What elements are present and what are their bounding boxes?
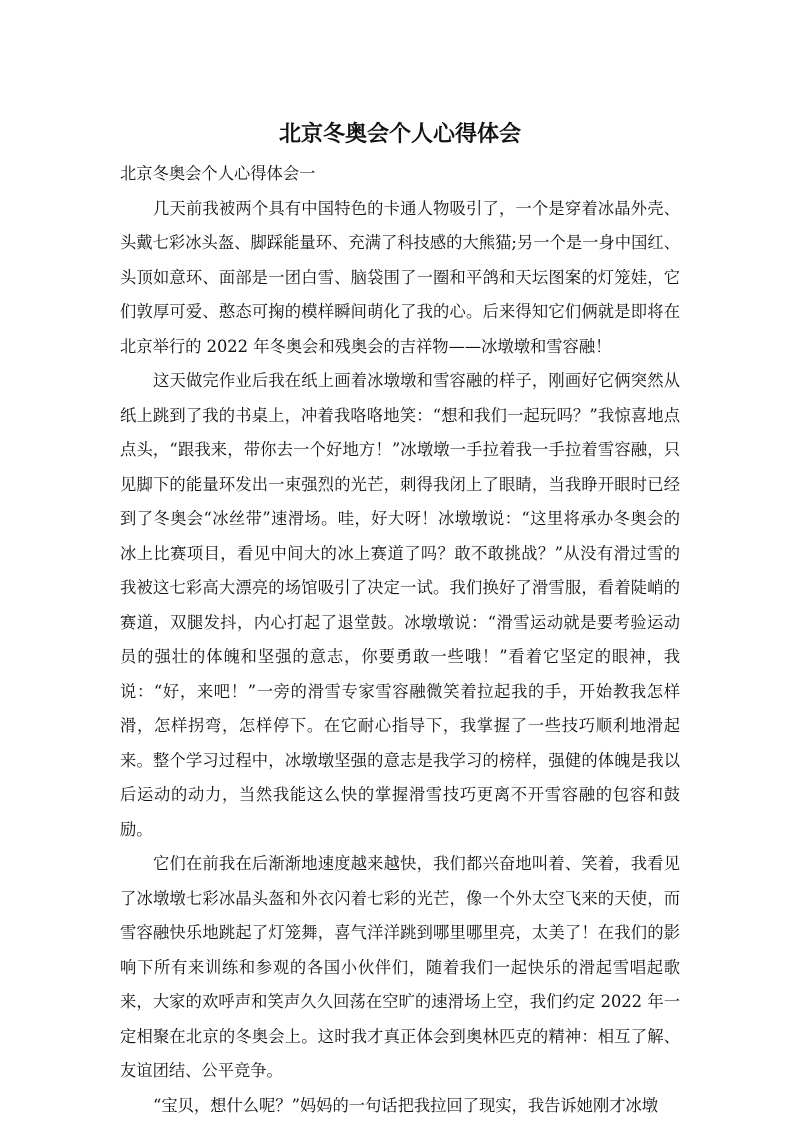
document-title: 北京冬奥会个人心得体会	[278, 122, 521, 147]
paragraph-3: 它们在前我在后渐渐地速度越来越快，我们都兴奋地叫着、笑着，我看见了冰墩墩七彩冰晶头盔和外衣闪着七彩的光芒，像一个外太空飞来的天使，而雪容融快乐地跳起了灯笼舞，喜气洋洋跳到哪里哪里亮，太美了！在我们的影响下所有来训练和参观的各国小伙伴们，随着我们一起快乐的滑起雪唱起歌来，大家的欢呼声和笑声久久回荡在空旷的速滑场上空，我们约定 2022 年一定相聚在北京的冬奥会上。这时我才真正体会到奥林匹克的精神：相互了解、友谊团结、公平竞争。	[120, 854, 680, 1080]
paragraph-4: “宝贝，想什么呢？”妈妈的一句话把我拉回了现实，我告诉她刚才冰墩	[153, 1095, 659, 1115]
document-body	[120, 157, 680, 1123]
paragraph-2: 这天做完作业后我在纸上画着冰墩墩和雪容融的样子，刚画好它俩突然从纸上跳到了我的书桌上，冲着我咯咯地笑：“想和我们一起玩吗？”我惊喜地点点头，“跟我来，带你去一个好地方！”冰墩墩一手拉着我一手拉着雪容融，只见脚下的能量环发出一束强烈的光芒，刺得我闭上了眼睛，当我睁开眼时已经到了冬奥会“冰丝带”速滑场。哇，好大呀！冰墩墩说：“这里将承办冬奥会的冰上比赛项目，看见中间大的冰上赛道了吗？敢不敢挑战？”从没有滑过雪的我被这七彩高大漂亮的场馆吸引了决定一试。我们换好了滑雪服，看着陡峭的赛道，双腿发抖，内心打起了退堂鼓。冰墩墩说：“滑雪运动就是要考验运动员的强壮的体魄和坚强的意志，你要勇敢一些哦！”看着它坚定的眼神，我说：“好，来吧！”一旁的滑雪专家雪容融微笑着拉起我的手，开始教我怎样滑，怎样拐弯，怎样停下。在它耐心指导下，我掌握了一些技巧顺利地滑起来。整个学习过程中，冰墩墩坚强的意志是我学习的榜样，强健的体魄是我以后运动的动力，当然我能这么快的掌握滑雪技巧更离不开雪容融的包容和鼓励。	[120, 371, 680, 839]
paragraph-1: 几天前我被两个具有中国特色的卡通人物吸引了，一个是穿着冰晶外壳、头戴七彩冰头盔、脚踩能量环、充满了科技感的大熊猫;另一个是一身中国红、头顶如意环、面部是一团白雪、脑袋围了一圈和平鸽和天坛图案的灯笼娃，它们敦厚可爱、憨态可掬的模样瞬间萌化了我的心。后来得知它们俩就是即将在北京举行的 2022 年冬奥会和残奥会的吉祥物——冰墩墩和雪容融！	[120, 198, 680, 356]
document-subtitle: 北京冬奥会个人心得体会一	[120, 164, 316, 183]
